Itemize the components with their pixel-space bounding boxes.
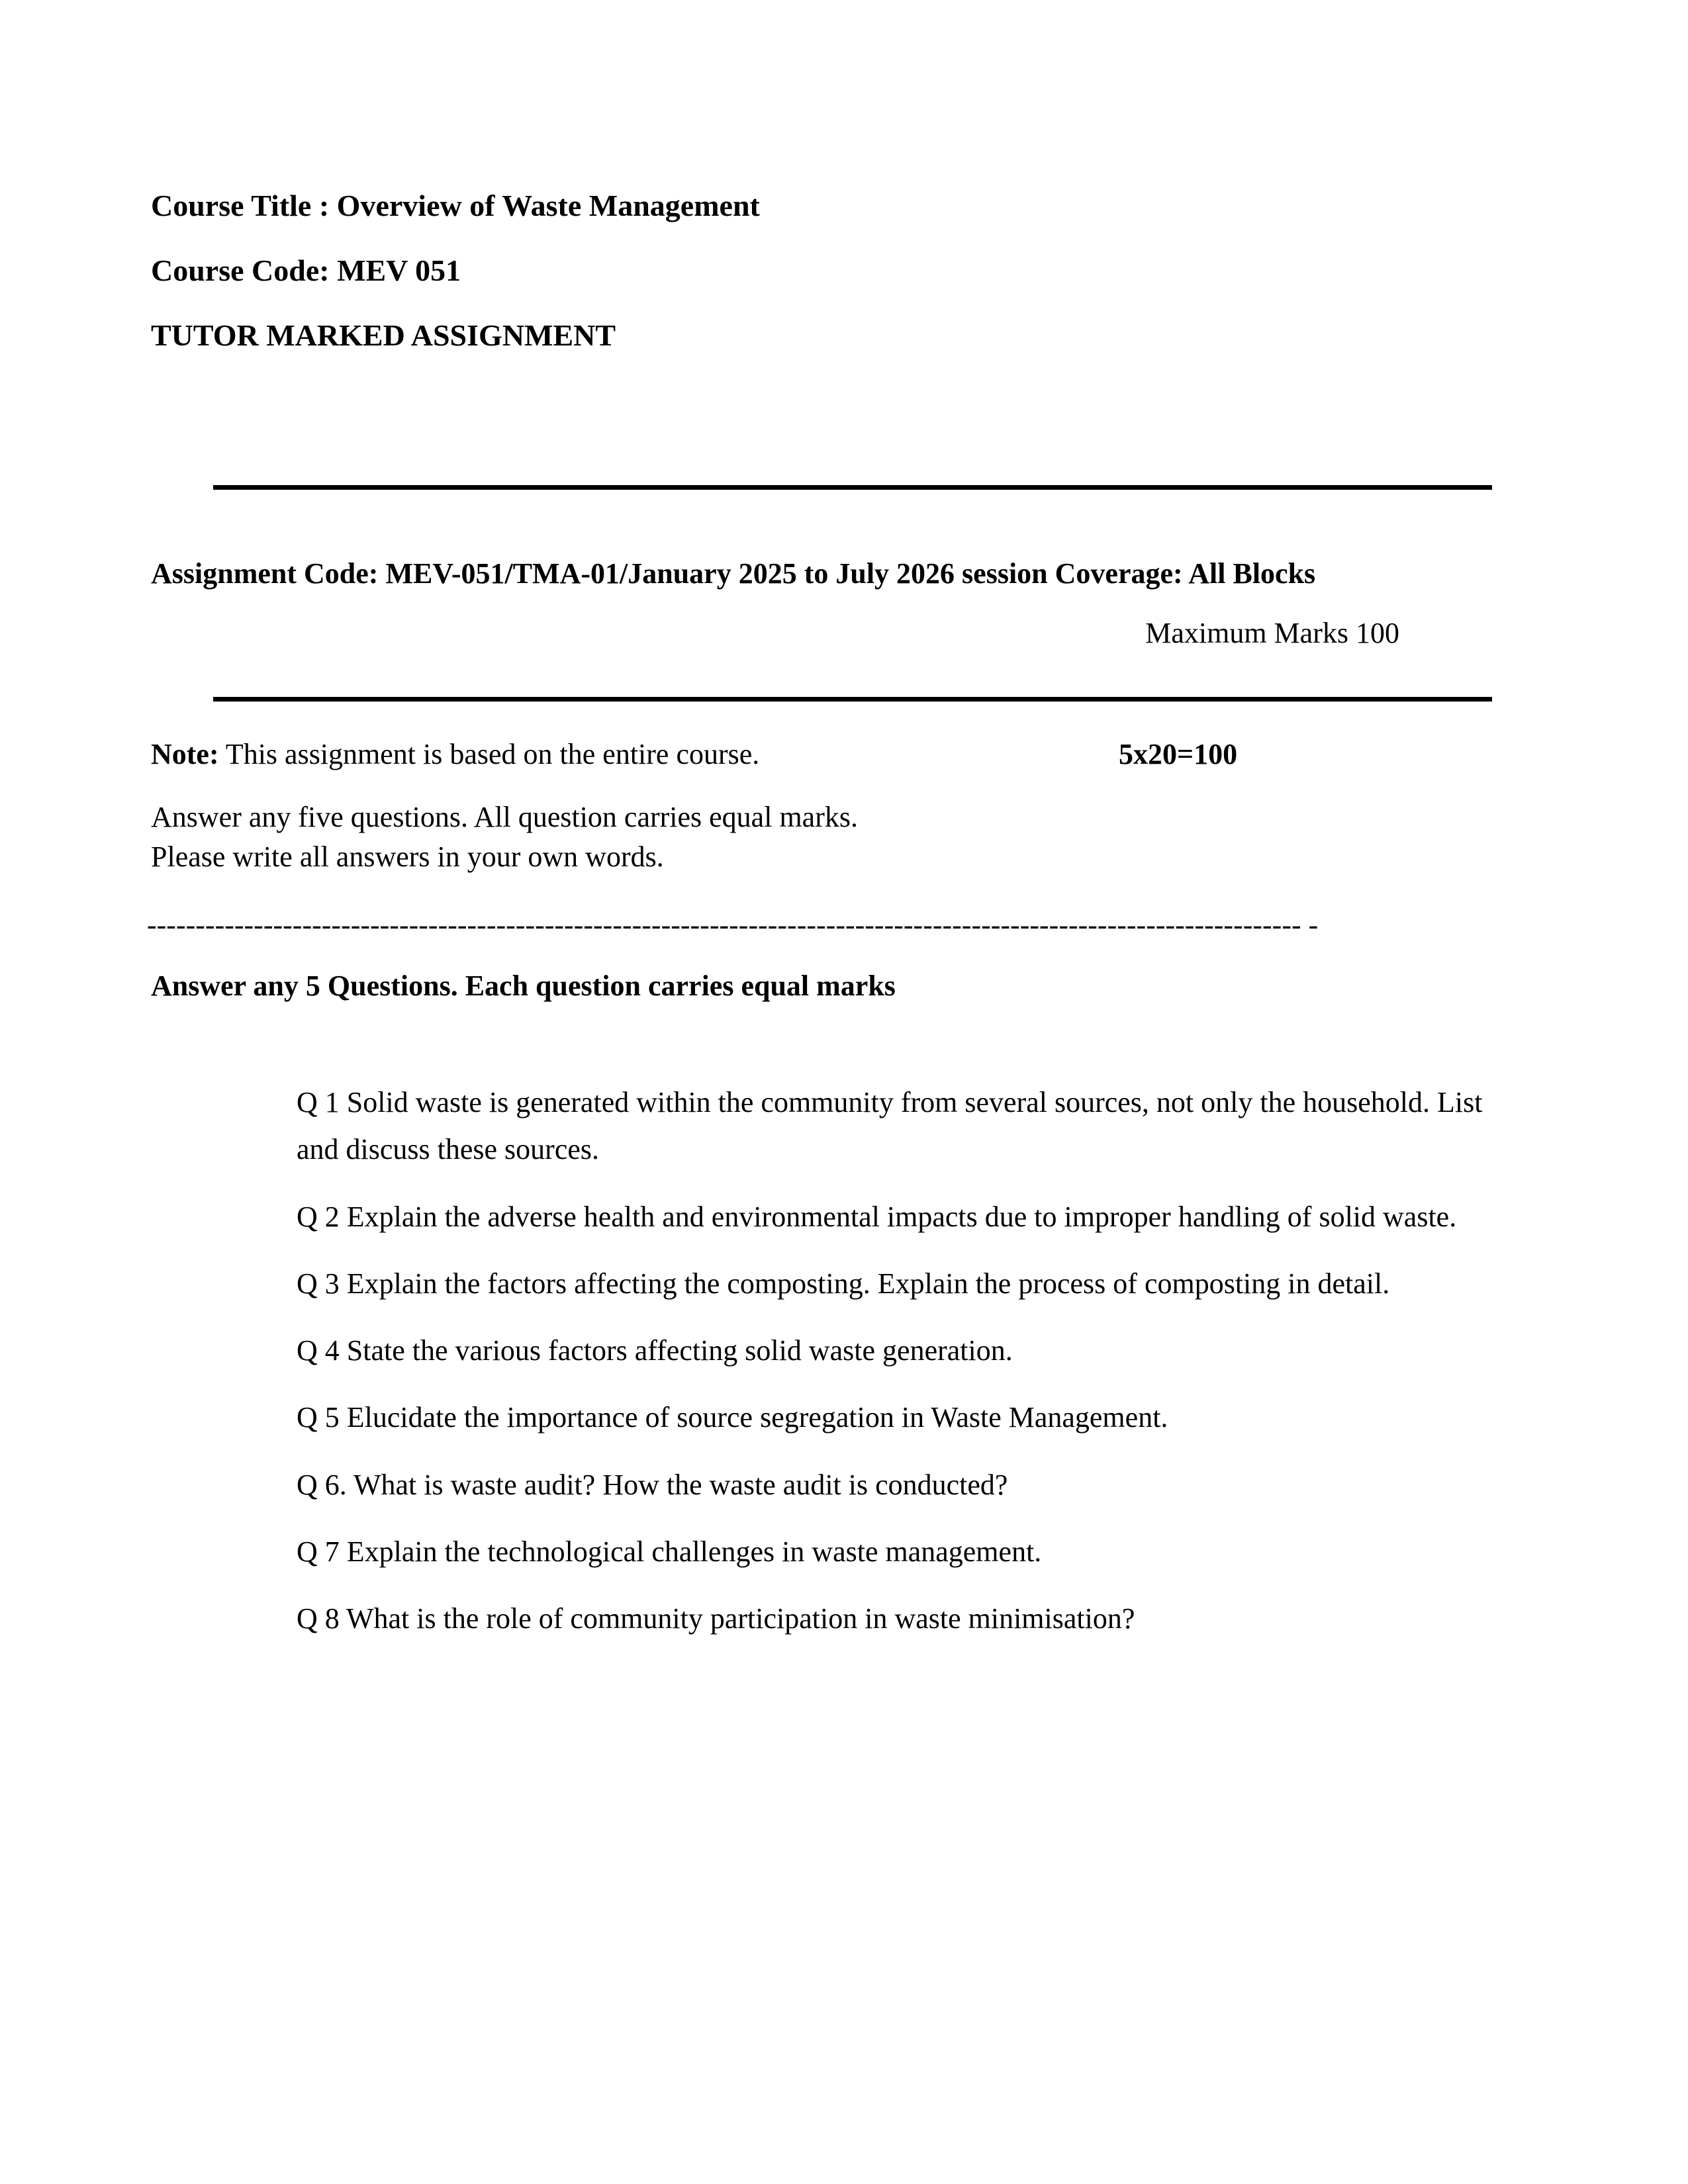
course-title: Course Title : Overview of Waste Management <box>151 189 760 222</box>
question-list <box>297 1079 1513 1662</box>
question-item: Q 6. What is waste audit? How the waste audit is conducted? <box>297 1468 1008 1501</box>
note-row <box>151 740 1534 769</box>
course-code: Course Code: MEV 051 <box>151 253 461 287</box>
question-item: Q 4 State the various factors affecting solid waste generation. <box>297 1334 1013 1367</box>
document-header <box>151 191 1534 351</box>
maximum-marks: Maximum Marks 100 <box>1145 617 1399 649</box>
answer-instruction-heading: Answer any 5 Questions. Each question carries equal marks <box>151 970 896 1002</box>
note-text: This assignment is based on the entire course. <box>218 738 760 770</box>
note-instruction-two: Please write all answers in your own words. <box>151 841 664 873</box>
horizontal-rule-bottom <box>213 697 1492 702</box>
marks-breakdown: 5x20=100 <box>1119 738 1238 770</box>
question-item: Q 8 What is the role of community participation in waste minimisation? <box>297 1602 1135 1635</box>
question-item: Q 7 Explain the technological challenges in waste management. <box>297 1535 1042 1568</box>
question-item: Q 5 Elucidate the importance of source segregation in Waste Management. <box>297 1401 1168 1434</box>
horizontal-rule-top <box>213 485 1492 490</box>
note-label: Note: <box>151 738 219 770</box>
question-item: Q 3 Explain the factors affecting the composting. Explain the process of composting in detail. <box>297 1267 1390 1300</box>
question-item: Q 2 Explain the adverse health and environmental impacts due to improper handling of solid waste. <box>297 1200 1457 1233</box>
assignment-code-line: Assignment Code: MEV-051/TMA-01/January 2025 to July 2026 session Coverage: All Blocks <box>151 557 1316 590</box>
dashed-divider: ----------------------------------------------------------------------------------------------------------------------- - <box>147 911 1319 940</box>
assignment-type-title: TUTOR MARKED ASSIGNMENT <box>151 318 616 352</box>
note-instruction-one: Answer any five questions. All question carries equal marks. <box>151 801 858 833</box>
question-item: Q 1 Solid waste is generated within the community from several sources, not only the household. List and discuss these sources. <box>297 1086 1483 1166</box>
